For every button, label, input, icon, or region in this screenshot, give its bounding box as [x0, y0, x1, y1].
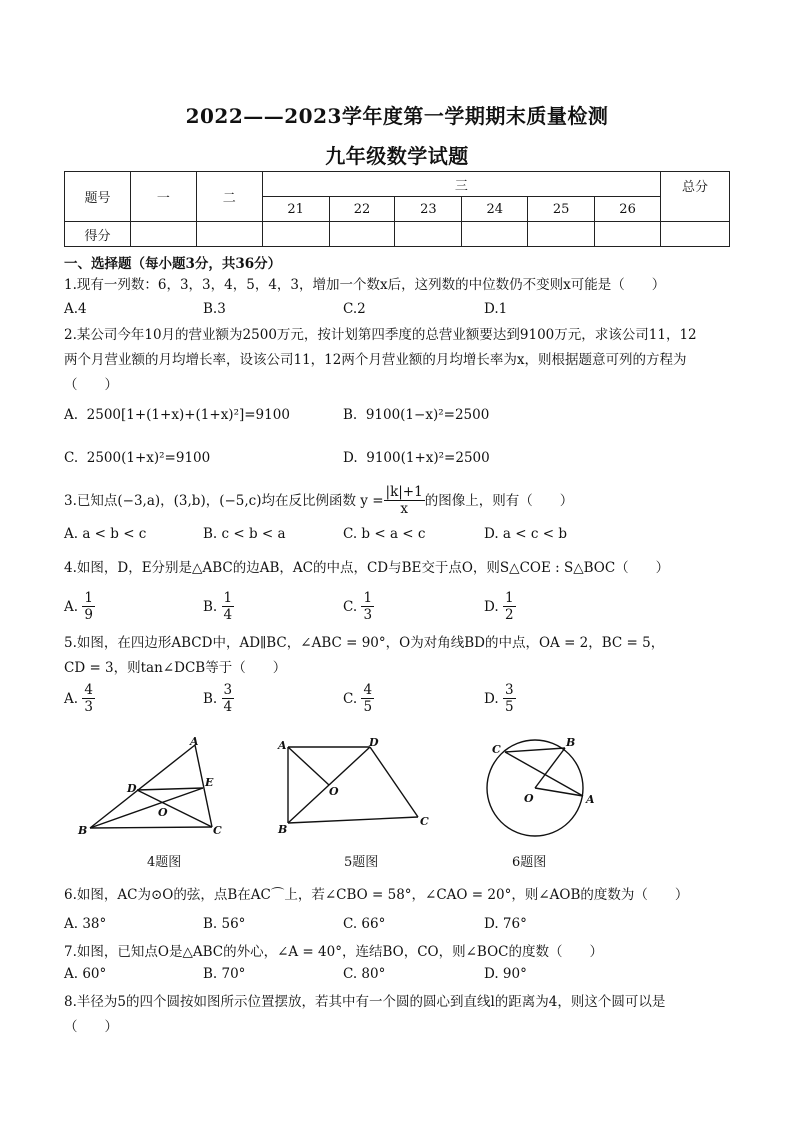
question-6: 6.如图，AC为⊙O的弦，点B在AC⌒上，若∠CBO = 58°，∠CAO = 20°，则∠AOB的度数为（ ）	[64, 887, 689, 903]
figure-4-triangle	[70, 735, 240, 840]
question-3	[64, 484, 573, 517]
score-input-cell[interactable]	[196, 222, 262, 247]
fraction-den: 5	[363, 699, 373, 715]
question-1: 1.现有一列数：6，3，3，4，5，4，3，增加一个数x后，这列数的中位数仍不变则x可能是（ ）	[64, 277, 666, 293]
fig6-label-a: A	[586, 793, 595, 806]
fig5-label-d: D	[369, 736, 379, 749]
option-label: A.	[64, 690, 79, 707]
question-8-line2: （ ）	[64, 1019, 118, 1035]
score-header-cell: 总分	[661, 172, 730, 222]
q1-option-b: B.3	[203, 301, 226, 317]
fraction-den: 4	[223, 699, 233, 715]
option-label: C.	[343, 690, 358, 707]
q3-option-c: C. b < a < c	[343, 526, 426, 542]
option-fraction	[503, 682, 516, 715]
q2-option-d-expr: 9100(1+x)²=2500	[366, 450, 490, 466]
q4-option-c	[343, 590, 374, 623]
figure-6-circle	[478, 730, 608, 845]
q5-option-b	[203, 682, 234, 715]
fig4-label-e: E	[205, 776, 214, 789]
figure-4-caption: 4题图	[147, 855, 182, 870]
option-label: D.	[484, 598, 499, 615]
question-7: 7.如图，已知点O是△ABC的外心，∠A = 40°，连结BO，CO，则∠BOC的度数（ ）	[64, 944, 603, 960]
q2-option-a-label: A.	[64, 407, 79, 423]
score-subheader-cell: 25	[528, 197, 595, 222]
score-subheader-cell: 22	[329, 197, 395, 222]
q7-option-a: A. 60°	[64, 966, 107, 982]
fraction-num: 1	[363, 590, 373, 606]
q7-option-c: C. 80°	[343, 966, 386, 982]
figure-5-caption: 5题图	[344, 855, 379, 870]
q6-option-b: B. 56°	[203, 916, 246, 932]
fig4-label-d: D	[127, 782, 137, 795]
q4-option-b	[203, 590, 234, 623]
fig5-label-o: O	[329, 785, 339, 798]
exam-title: 2022——2023学年度第一学期期末质量检测	[185, 104, 609, 128]
option-fraction	[82, 590, 95, 623]
q3-prefix: 3.已知点(−3,a)，(3,b)，(−5,c)均在反比例函数 y =	[64, 492, 384, 509]
fig5-label-b: B	[278, 823, 288, 836]
fig6-label-c: C	[492, 743, 501, 756]
q3-fraction-den: x	[400, 501, 408, 517]
q1-option-a: A.4	[64, 301, 87, 317]
fig4-label-a: A	[190, 735, 199, 748]
score-table	[64, 171, 730, 247]
option-label: C.	[343, 598, 358, 615]
score-subheader-cell: 21	[262, 197, 329, 222]
fraction-num: 3	[504, 682, 514, 698]
q2-option-a	[64, 407, 290, 423]
q3-fraction-num: |k|+1	[385, 484, 423, 500]
q5-option-d	[484, 682, 516, 715]
q5-option-c	[343, 682, 374, 715]
q2-option-a-expr: 2500[1+(1+x)+(1+x)²]=9100	[86, 407, 290, 423]
q3-option-b: B. c < b < a	[203, 526, 286, 542]
score-row-label: 得分	[65, 222, 131, 247]
q3-suffix: 的图像上，则有（ ）	[424, 492, 574, 509]
question-4: 4.如图，D，E分别是△ABC的边AB，AC的中点，CD与BE交于点O，则S△COE : S△BOC（ ）	[64, 560, 670, 576]
option-label: B.	[203, 598, 218, 615]
question-2-line3: （ ）	[64, 377, 118, 393]
score-input-cell[interactable]	[661, 222, 730, 247]
fraction-num: 4	[84, 682, 93, 698]
score-input-cell[interactable]	[130, 222, 196, 247]
fraction-den: 2	[504, 607, 514, 623]
section-heading: 一、选择题（每小题3分，共36分）	[64, 256, 282, 272]
question-2-line2: 两个月营业额的月均增长率，设该公司11，12两个月营业额的月均增长率为x，则根据题意可列的方程为	[64, 352, 687, 368]
q3-option-a: A. a < b < c	[64, 526, 147, 542]
q4-option-d	[484, 590, 516, 623]
score-header-cell: 一	[130, 172, 196, 222]
option-label: B.	[203, 690, 218, 707]
figure-5-quadrilateral	[272, 735, 442, 840]
q2-option-d	[343, 450, 490, 466]
fig6-label-b: B	[566, 736, 576, 749]
fraction-num: 1	[84, 590, 93, 606]
fraction-den: 3	[84, 699, 93, 715]
q1-option-d: D.1	[484, 301, 508, 317]
fig4-label-c: C	[213, 824, 222, 837]
q6-option-d: D. 76°	[484, 916, 527, 932]
q4-option-a	[64, 590, 95, 623]
score-subheader-cell: 26	[595, 197, 661, 222]
q2-option-b-expr: 9100(1−x)²=2500	[365, 407, 490, 423]
fig5-label-a: A	[278, 739, 287, 752]
score-header-cell: 二	[196, 172, 262, 222]
option-fraction	[222, 590, 235, 623]
q2-option-d-label: D.	[343, 450, 358, 466]
q7-option-b: B. 70°	[203, 966, 246, 982]
option-label: D.	[484, 690, 499, 707]
q2-option-c	[64, 450, 210, 466]
option-fraction	[361, 590, 374, 623]
q2-option-b	[343, 407, 489, 423]
score-header-cell: 题号	[65, 172, 131, 222]
q3-fraction	[384, 484, 425, 517]
figure-6-caption: 6题图	[512, 855, 547, 870]
fraction-den: 9	[84, 607, 93, 623]
score-subheader-cell: 24	[462, 197, 528, 222]
score-header-cell: 三	[262, 172, 660, 197]
score-input-cell[interactable]	[528, 222, 595, 247]
score-input-cell[interactable]	[595, 222, 661, 247]
option-fraction	[503, 590, 516, 623]
score-subheader-cell: 23	[395, 197, 462, 222]
q2-option-c-expr: 2500(1+x)²=9100	[86, 450, 211, 466]
question-8-line1: 8.半径为5的四个圆按如图所示位置摆放，若其中有一个圆的圆心到直线l的距离为4，则这个圆可以是	[64, 994, 666, 1010]
fraction-num: 1	[223, 590, 233, 606]
fraction-den: 5	[504, 699, 514, 715]
option-label: A.	[64, 598, 79, 615]
fraction-num: 3	[223, 682, 233, 698]
fig4-label-o: O	[158, 806, 168, 819]
score-input-cell[interactable]	[329, 222, 395, 247]
question-5-line2: CD = 3，则tan∠DCB等于（ ）	[64, 660, 287, 676]
q6-option-c: C. 66°	[343, 916, 386, 932]
q5-option-a	[64, 682, 95, 715]
q3-option-d: D. a < c < b	[484, 526, 567, 542]
score-input-cell[interactable]	[395, 222, 462, 247]
q6-option-a: A. 38°	[64, 916, 107, 932]
fig4-label-b: B	[78, 824, 88, 837]
fig5-label-c: C	[420, 815, 429, 828]
option-fraction	[82, 682, 95, 715]
option-fraction	[222, 682, 235, 715]
q2-option-b-label: B.	[343, 407, 358, 423]
fraction-num: 1	[504, 590, 514, 606]
score-input-cell[interactable]	[262, 222, 329, 247]
fraction-num: 4	[363, 682, 373, 698]
fraction-den: 3	[363, 607, 373, 623]
score-input-cell[interactable]	[462, 222, 528, 247]
exam-subtitle: 九年级数学试题	[325, 144, 469, 168]
q1-option-c: C.2	[343, 301, 366, 317]
option-fraction	[361, 682, 374, 715]
fig6-label-o: O	[524, 792, 534, 805]
question-5-line1: 5.如图，在四边形ABCD中，AD∥BC，∠ABC = 90°，O为对角线BD的中点，OA = 2，BC = 5，	[64, 635, 665, 651]
q7-option-d: D. 90°	[484, 966, 527, 982]
fraction-den: 4	[223, 607, 233, 623]
q2-option-c-label: C.	[64, 450, 79, 466]
question-2-line1: 2.某公司今年10月的营业额为2500万元，按计划第四季度的总营业额要达到9100万元，求该公司11，12	[64, 327, 697, 343]
